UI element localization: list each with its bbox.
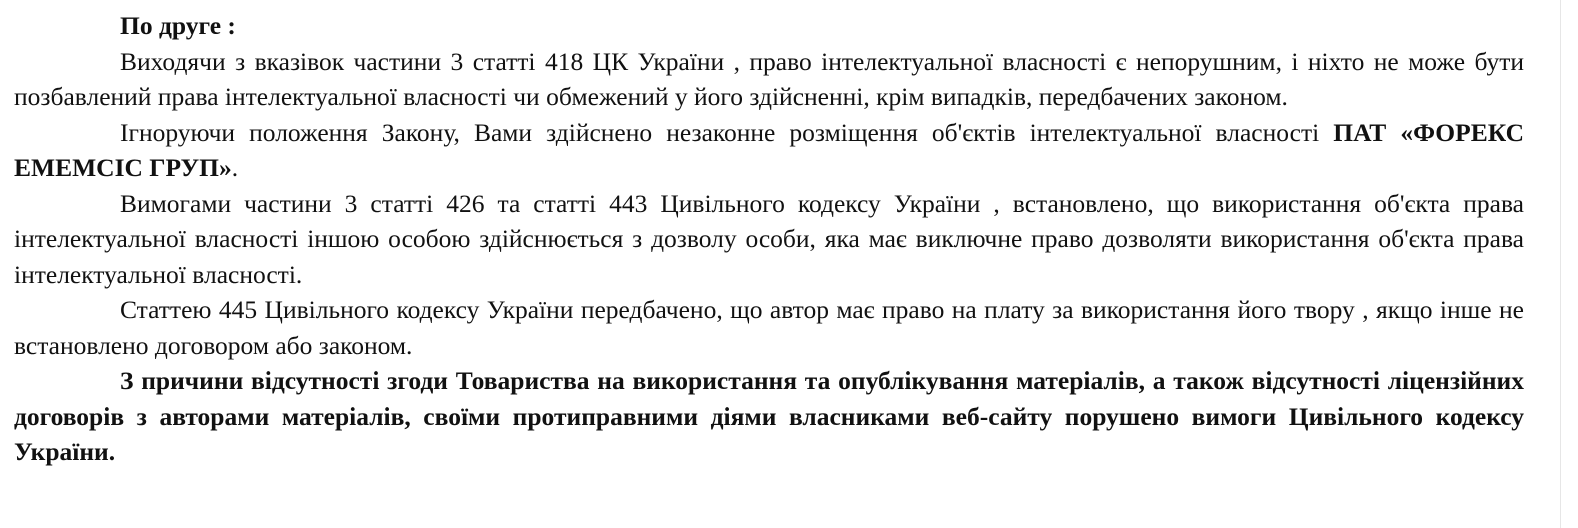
paragraph-illegal-placement-end: .: [231, 153, 239, 182]
paragraph-articles-426-443: Вимогами частини 3 статті 426 та статті 443 Цивільного кодексу України , встановлено, що використання об'єкта права інтелектуальної власності іншою особою здійснюється з дозволу особи, яка має виключне право дозволяти використання об'єкта права інтелектуальної власності.: [14, 188, 1524, 289]
paragraph-conclusion: З причини відсутності згоди Товариства на використання та опублікування матеріалів, а також відсутності ліцензійних договорів з авторами матеріалів, своїми протиправними діями власниками веб-сайту порушено вимоги Цивільного кодексу України.: [14, 366, 1524, 466]
section-heading: По друге :: [120, 11, 236, 40]
document-body: [14, 8, 1524, 470]
paragraph-illegal-placement: [14, 115, 1524, 186]
paragraph-article-445: Статтею 445 Цивільного кодексу України передбачено, що автор має право на плату за використання його твору , якщо інше не встановлено договором або законом.: [14, 295, 1524, 360]
paragraph-article-418: Виходячи з вказівок частини 3 статті 418 ЦК України , право інтелектуальної власності є непорушним, і ніхто не може бути позбавлений права інтелектуальної власності чи обмежений у його здійсненні, крім випадків, передбачених законом.: [14, 46, 1524, 111]
paragraph-illegal-placement-text: Ігноруючи положення Закону, Вами здійснено незаконне розміщення об'єктів інтелектуальної власності: [120, 117, 1320, 147]
company-name: ПАТ «ФОРЕКС ЕМЕМСІС ГРУП»: [14, 117, 1524, 182]
page-margin-line: [1560, 0, 1561, 528]
